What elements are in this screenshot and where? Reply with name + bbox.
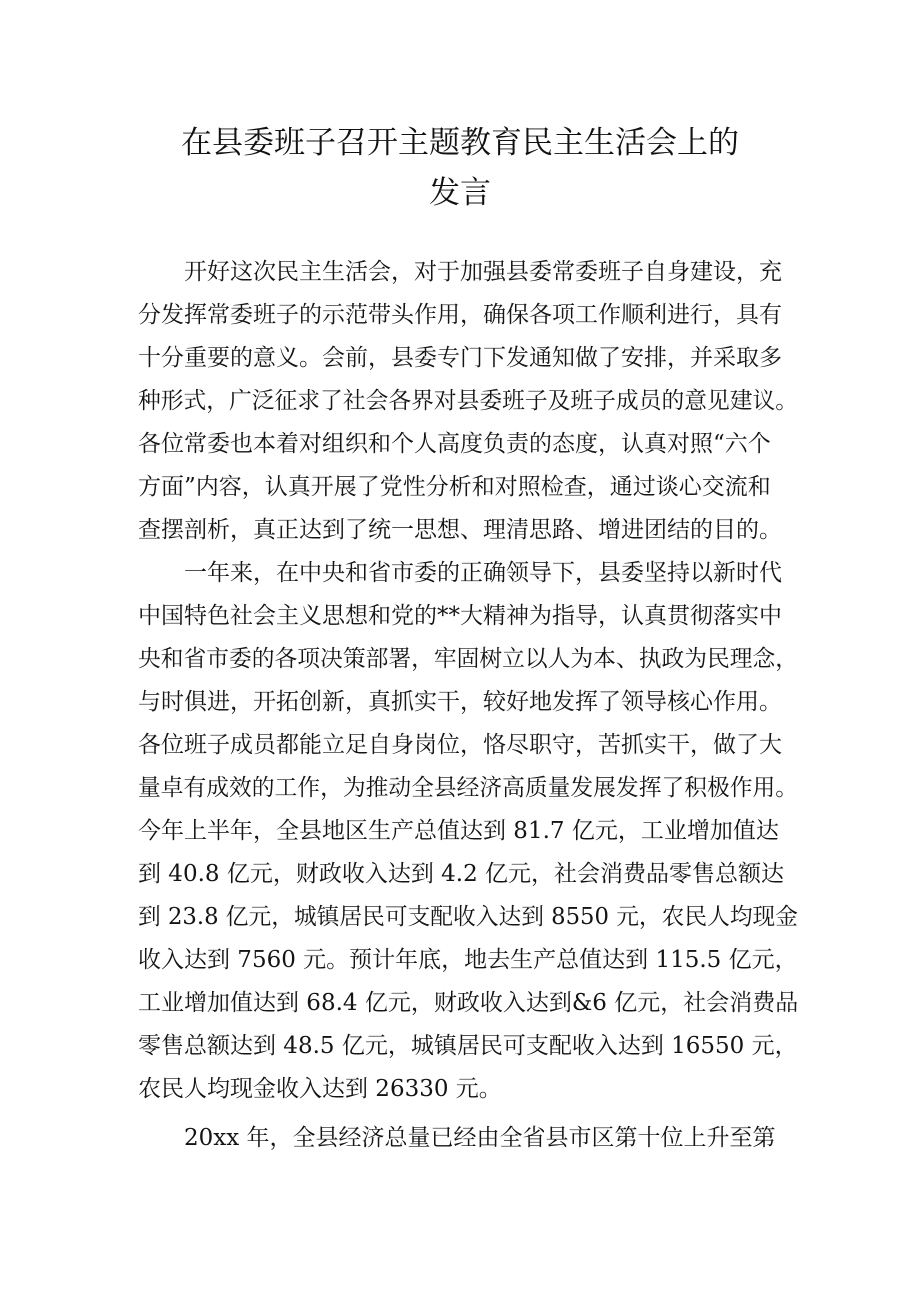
body-line: 种形式，广泛征求了社会各界对县委班子及班子成员的意见建议。 (138, 388, 798, 414)
body-line: 零售总额达到 48.5 亿元，城镇居民可支配收入达到 16550 元， (138, 1033, 798, 1059)
body-line: 开好这次民主生活会，对于加强县委常委班子自身建设，充 (138, 259, 782, 285)
body-line: 到 40.8 亿元，财政收入达到 4.2 亿元，社会消费品零售总额达 (138, 861, 785, 887)
body-line: 20xx 年，全县经济总量已经由全省县市区第十位上升至第 (138, 1125, 776, 1151)
body-line: 查摆剖析，真正达到了统一思想、理清思路、增进团结的目的。 (138, 517, 782, 543)
body-line: 量卓有成效的工作，为推动全县经济高质量发展发挥了积极作用。 (138, 775, 798, 801)
body-line: 方面”内容，认真开展了党性分析和对照检查，通过谈心交流和 (138, 474, 771, 500)
body-line: 今年上半年，全县地区生产总值达到 81.7 亿元，工业增加值达 (138, 818, 779, 844)
body-line: 十分重要的意义。会前，县委专门下发通知做了安排，并采取多 (138, 345, 782, 371)
body-line: 央和省市委的各项决策部署，牢固树立以人为本、执政为民理念， (138, 646, 798, 672)
body-line: 工业增加值达到 68.4 亿元，财政收入达到&6 亿元，社会消费品 (138, 990, 799, 1016)
body-line: 到 23.8 亿元，城镇居民可支配收入达到 8550 元，农民人均现金 (138, 904, 798, 930)
body-line: 中国特色社会主义思想和党的**大精神为指导，认真贯彻落实中 (138, 603, 782, 629)
body-line: 收入达到 7560 元。预计年底，地去生产总值达到 115.5 亿元， (138, 947, 798, 973)
body-line: 与时俱进，开拓创新，真抓实干，较好地发挥了领导核心作用。 (138, 689, 782, 715)
body-line: 各位常委也本着对组织和个人高度负责的态度，认真对照“六个 (138, 431, 771, 457)
document-title-line-1: 在县委班子召开主题教育民主生活会上的 (181, 125, 739, 161)
body-line: 各位班子成员都能立足自身岗位，恪尽职守，苦抓实干，做了大 (138, 732, 782, 758)
body-line: 一年来，在中央和省市委的正确领导下，县委坚持以新时代 (138, 560, 782, 586)
body-line: 农民人均现金收入达到 26330 元。 (138, 1076, 502, 1102)
body-line: 分发挥常委班子的示范带头作用，确保各项工作顺利进行，具有 (138, 302, 782, 328)
document-title-line-2: 发言 (429, 175, 491, 211)
